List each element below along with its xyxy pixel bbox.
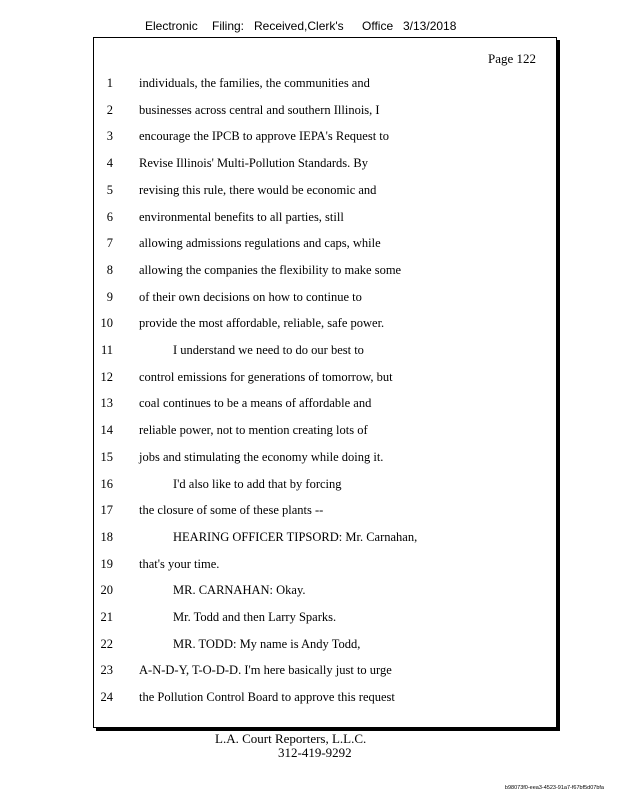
header-word-received: Received,Clerk's: [254, 19, 344, 33]
line-number: 9: [106, 289, 113, 304]
filing-stamp-header: [0, 19, 618, 39]
line-text: the closure of some of these plants --: [139, 503, 324, 518]
line-text: A-N-D-Y, T-O-D-D. I'm here basically just to urge: [139, 663, 392, 678]
transcript-line: [94, 477, 556, 497]
page-number: Page 122: [487, 51, 536, 66]
transcript-line: [94, 530, 556, 550]
line-text: that's your time.: [139, 556, 220, 571]
line-number: 16: [100, 476, 113, 491]
line-text: individuals, the families, the communities and: [139, 76, 370, 90]
line-number: 10: [100, 316, 113, 331]
transcript-line: [94, 263, 556, 283]
transcript-line: [94, 637, 556, 657]
transcript-line: [94, 316, 556, 336]
line-text: MR. TODD: My name is Andy Todd,: [173, 636, 361, 651]
line-number: 15: [100, 449, 113, 464]
line-text: Revise Illinois' Multi-Pollution Standards. By: [139, 156, 368, 171]
transcript-page: [93, 37, 557, 728]
header-word-office: Office: [362, 19, 394, 33]
transcript-line: [94, 663, 556, 683]
document-hash: b98073f0-eea3-4523-91a7-f67bf5d07bfa: [504, 785, 604, 791]
transcript-line: [94, 236, 556, 256]
transcript-line: [94, 210, 556, 230]
line-text: HEARING OFFICER TIPSORD: Mr. Carnahan,: [173, 529, 418, 544]
line-text: I understand we need to do our best to: [173, 343, 364, 357]
line-text: revising this rule, there would be economic and: [139, 182, 377, 197]
line-number: 17: [100, 503, 113, 518]
line-text: allowing admissions regulations and caps, while: [139, 236, 381, 251]
line-number: 23: [100, 663, 113, 678]
line-number: 8: [106, 262, 113, 277]
line-number: 2: [106, 102, 113, 117]
line-number: 3: [106, 129, 113, 144]
line-text: reliable power, not to mention creating lots of: [139, 423, 368, 438]
header-word-filing: Filing:: [212, 19, 245, 33]
transcript-line: [94, 103, 556, 123]
line-number: 24: [100, 690, 113, 705]
header-word-electronic: Electronic: [145, 19, 198, 33]
transcript-line: [94, 610, 556, 630]
transcript-line: [94, 156, 556, 176]
line-number: 19: [100, 556, 113, 571]
line-text: Mr. Todd and then Larry Sparks.: [173, 610, 337, 624]
line-number: 21: [100, 610, 113, 624]
transcript-line: [94, 76, 556, 96]
line-text: jobs and stimulating the economy while doing it.: [139, 449, 384, 464]
line-text: encourage the IPCB to approve IEPA's Request to: [139, 129, 390, 144]
line-text: environmental benefits to all parties, still: [139, 209, 344, 224]
line-number: 6: [106, 209, 113, 224]
line-text: coal continues to be a means of affordable and: [139, 396, 372, 411]
transcript-line: [94, 503, 556, 523]
line-number: 20: [100, 583, 113, 598]
transcript-line: [94, 690, 556, 710]
line-number: 18: [100, 529, 113, 544]
line-number: 14: [100, 423, 113, 438]
line-text: allowing the companies the flexibility to make some: [139, 262, 402, 277]
line-text: of their own decisions on how to continue to: [139, 289, 362, 304]
header-date: 3/13/2018: [403, 19, 457, 33]
line-number: 4: [106, 156, 113, 171]
transcript-line: [94, 557, 556, 577]
line-number: 22: [100, 636, 113, 651]
line-number: 12: [100, 369, 113, 384]
footer-company: L.A. Court Reporters, L.L.C.: [215, 731, 367, 746]
line-text: provide the most affordable, reliable, safe power.: [139, 316, 385, 331]
line-number: 13: [100, 396, 113, 411]
transcript-line: [94, 450, 556, 470]
transcript-line: [94, 423, 556, 443]
line-text: control emissions for generations of tomorrow, but: [139, 369, 393, 384]
line-number: 11: [100, 343, 113, 357]
line-text: businesses across central and southern Illinois, I: [139, 102, 380, 117]
footer-phone: 312-419-9292: [278, 745, 352, 760]
transcript-line: [94, 129, 556, 149]
line-text: MR. CARNAHAN: Okay.: [173, 583, 306, 598]
transcript-line: [94, 396, 556, 416]
line-text: the Pollution Control Board to approve this request: [139, 690, 395, 705]
transcript-line: [94, 370, 556, 390]
transcript-line: [94, 290, 556, 310]
line-text: I'd also like to add that by forcing: [173, 476, 342, 491]
line-number: 5: [106, 182, 113, 197]
transcript-line: [94, 183, 556, 203]
transcript-line: [94, 343, 556, 363]
transcript-line: [94, 583, 556, 603]
line-number: 7: [106, 236, 113, 251]
line-number: 1: [106, 76, 113, 90]
